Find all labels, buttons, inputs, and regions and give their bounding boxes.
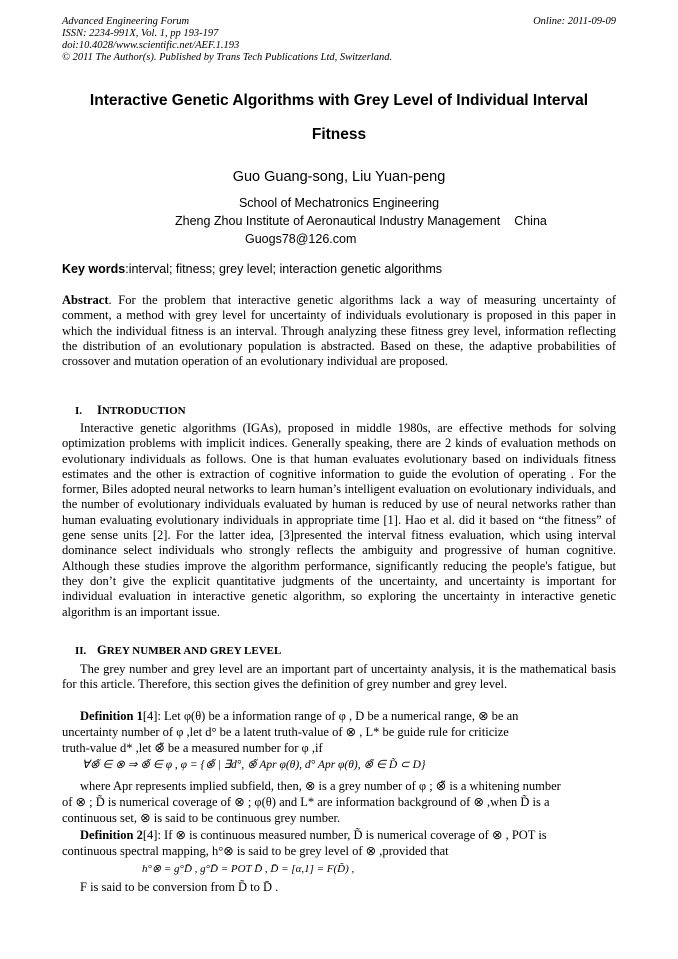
copyright: © 2011 The Author(s). Published by Trans Tech Publications Ltd, Switzerland. (62, 52, 393, 63)
definition2-line2: continuous spectral mapping, h°⊗ is said to be grey level of ⊗ ,provided that (62, 844, 449, 858)
definition1-line3: truth-value d* ,let ⊗̃ be a measured number for φ ,if (62, 741, 323, 755)
abstract-text: . For the problem that interactive genetic algorithms lack a way of measuring uncertainty of comment, a method with grey level for uncertainty of individuals evolutionary is proposed in this paper in which the individual fitness is an interval. Through analyzing these fitness grey level, information reflecting the distribution of an evolutionary population is abstracted. Based on these, the adaptive probabilities of crossover and mutation operation of an evolutionary individual are proposed. (62, 293, 616, 369)
journal-name: Advanced Engineering Forum (62, 16, 190, 27)
definition1-label: Definition 1 (80, 709, 143, 723)
online-date: Online: 2011-09-09 (533, 16, 616, 27)
definition1-formula: ∀⊗̃ ∈ ⊗ ⇒ ⊗̃ ∈ φ , φ = {⊗̃ | ∃d°, ⊗̃ Apr φ(θ), d° Apr φ(θ), ⊗̃ ∈ D̃ ⊂ D} (82, 759, 426, 771)
definition1-line4: where Apr represents implied subfield, then, ⊗ is a grey number of φ ; ⊗̃ is a whitening number (80, 779, 561, 793)
section-number: II. (75, 645, 87, 657)
affiliation-school: School of Mechatronics Engineering (238, 196, 440, 210)
paper-title-line1: Interactive Genetic Algorithms with Grey Level of Individual Interval (89, 92, 589, 109)
definition2-ref: [4] (142, 828, 158, 842)
introduction-text: Interactive genetic algorithms (IGAs), proposed in middle 1980s, are effective methods for solving optimization problems with implicit indices. Generally speaking, there are 2 kinds of evaluation methods on evolutionary individuals as follows. One is that human evaluates evolutionary based on individuals fitness estimates and the other is extraction of cognitive information to guide the evolution of operating . For the former, Biles adopted neural networks to learn human’s intelligent evaluation on evolutionary individuals, and the number of evolutionary individuals evaluated by human is reduced by use of neural networks rather than human evaluating evolutionary individuals in appropriate time [1]. Hao et al. did it based on “the fitness” of gene sense units [2]. For the latter idea, [3]presented the interval fitness evaluation, which using interval dominance select individuals who strongly reflects the ambiguity and progressive of human cognitive. Although these studies improve the algorithm performance, significantly reducing the people's fatigue, but they don’t give the explicit quantitative judgments of the uncertainty, and uncertainty is important for individual evaluation in interactive genetic algorithm, so exploring the uncertainty in interactive genetic algorithm is an important issue. (62, 421, 616, 619)
section-title: NTRODUCTION (101, 405, 186, 417)
grey-number-paragraph (62, 662, 616, 693)
definition2-label: Definition 2 (80, 828, 143, 842)
section-heading-grey-number (75, 643, 281, 658)
section-heading-introduction (75, 403, 186, 418)
definition1-line2: uncertainty number of φ ,let d° be a latent truth-value of ⊗ , L* be guide rule for criticize (62, 725, 509, 739)
institute-name: Zheng Zhou Institute of Aeronautical Industry Management (175, 214, 501, 228)
section-initial: G (97, 643, 107, 657)
definition2-line3: F is said to be conversion from D̃ to D̄ . (80, 880, 279, 894)
definition2-line1 (80, 828, 616, 843)
abstract (62, 293, 616, 369)
issn: ISSN: 2234-991X, Vol. 1, pp 193-197 (62, 28, 219, 39)
definition1-line6: continuous set, ⊗ is said to be continuous grey number. (62, 811, 341, 825)
definition1-text1: : Let φ(θ) be a information range of φ , D be a numerical range, ⊗ be an (157, 709, 519, 723)
keywords-label: Key words (62, 262, 126, 276)
definition1-ref: [4] (142, 709, 158, 723)
definition1-line5: of ⊗ ; D̃ is numerical coverage of ⊗ ; φ(θ) and L* are information background of ⊗ ,when D̃ is a (62, 795, 550, 809)
email: Guogs78@126.com (245, 232, 357, 246)
definition2-text1: : If ⊗ is continuous measured number, D̃ is numerical coverage of ⊗ , POT is (157, 828, 547, 842)
affiliation-institute (175, 214, 547, 228)
section-title: REY NUMBER AND GREY LEVEL (106, 645, 282, 657)
abstract-label: Abstract (62, 293, 109, 307)
doi: doi:10.4028/www.scientific.net/AEF.1.193 (62, 40, 240, 51)
section-number: I. (75, 405, 83, 417)
definition1-line1 (80, 709, 616, 724)
authors: Guo Guang-song, Liu Yuan-peng (232, 169, 446, 185)
definition2-formula: h°⊗ = g°D̄ , g°D̄ = POT D̄ , D̄ = [α,1] = F(D̃) , (142, 863, 355, 875)
section-initial: I (97, 403, 102, 417)
paper-title-line2: Fitness (311, 126, 367, 143)
country: China (514, 214, 547, 228)
introduction-paragraph (62, 421, 616, 620)
grey-number-text: The grey number and grey level are an important part of uncertainty analysis, it is the mathematical basis for this article. Therefore, this section gives the definition of grey number and grey level. (62, 662, 616, 692)
keywords-text: :interval; fitness; grey level; interaction genetic algorithms (125, 262, 443, 276)
keywords-line (62, 262, 442, 276)
